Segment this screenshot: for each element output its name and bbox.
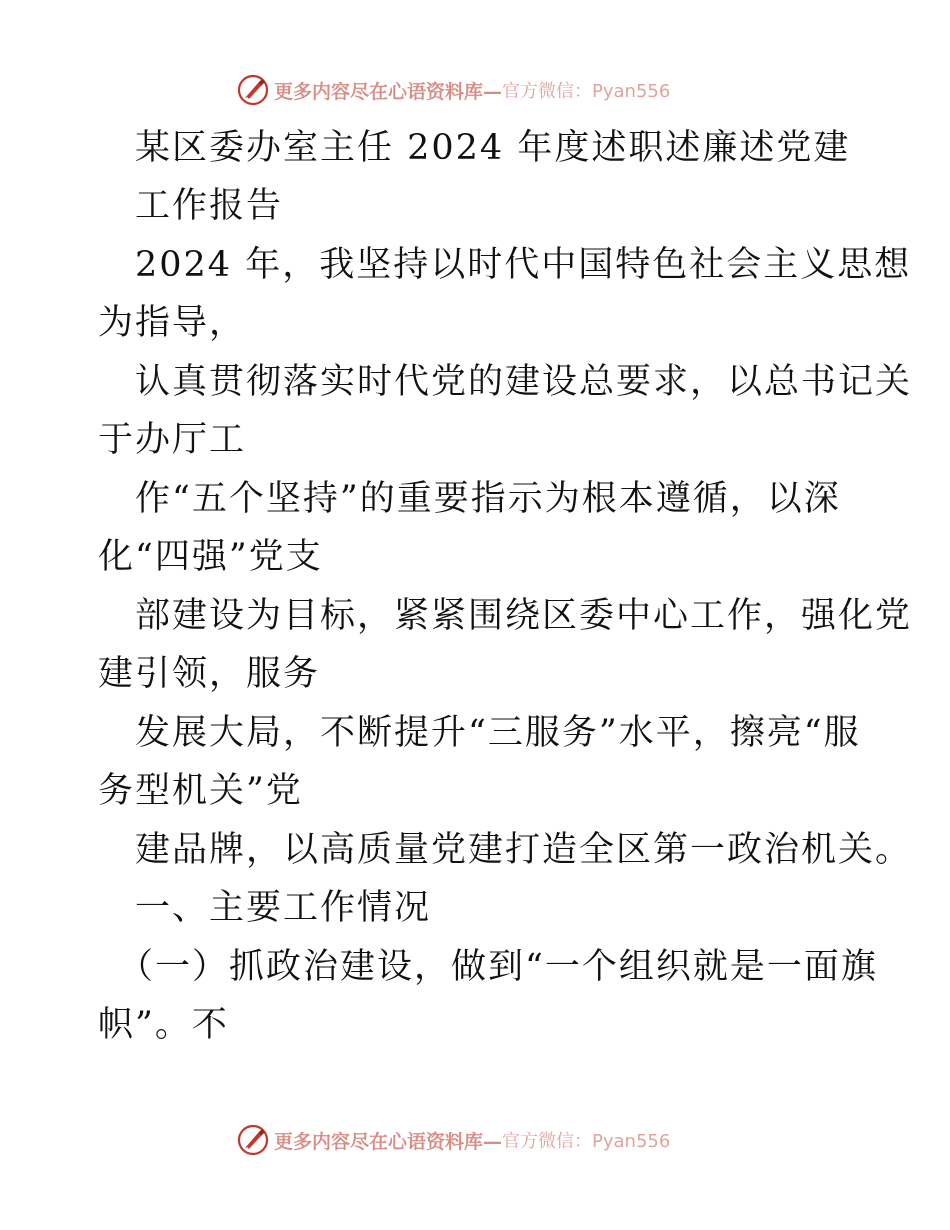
paragraph-line: 作“五个坚持”的重要指示为根本遵循，以深 (135, 479, 841, 519)
section-heading: 一、主要工作情况 (135, 888, 432, 928)
paragraph-line: 2024 年，我坚持以时代中国特色社会主义思想 (135, 245, 912, 285)
title-line-1: 某区委办室主任 2024 年度述职述廉述党建 (135, 128, 851, 168)
paragraph-line: 于办厅工 (98, 420, 247, 460)
paragraph-line: 建品牌，以高质量党建打造全区第一政治机关。 (135, 830, 913, 870)
watermark-banner-top (236, 72, 670, 108)
watermark-banner-bottom (236, 1122, 670, 1158)
paragraph-line: 务型机关”党 (98, 771, 303, 811)
pen-logo-icon (236, 73, 270, 107)
paragraph-line: 建引领，服务 (98, 654, 321, 694)
title-line-2: 工作报告 (135, 186, 284, 226)
watermark-wechat: 官方微信：Pyan556 (502, 1131, 671, 1152)
paragraph-line: 帜”。不 (98, 1005, 229, 1045)
watermark-text: 更多内容尽在心语资料库— (274, 80, 503, 103)
paragraph-line: 为指导， (98, 303, 247, 343)
watermark-text: 更多内容尽在心语资料库— (274, 1130, 503, 1153)
pen-logo-icon (236, 1123, 270, 1157)
watermark-wechat: 官方微信：Pyan556 (502, 81, 671, 102)
subsection-heading: （一）抓政治建设，做到“一个组织就是一面旗 (118, 947, 878, 987)
paragraph-line: 认真贯彻落实时代党的建设总要求，以总书记关 (135, 362, 913, 402)
paragraph-line: 部建设为目标，紧紧围绕区委中心工作，强化党 (135, 596, 913, 636)
paragraph-line: 发展大局，不断提升“三服务”水平，擦亮“服 (135, 713, 861, 753)
paragraph-line: 化“四强”党支 (98, 537, 323, 577)
